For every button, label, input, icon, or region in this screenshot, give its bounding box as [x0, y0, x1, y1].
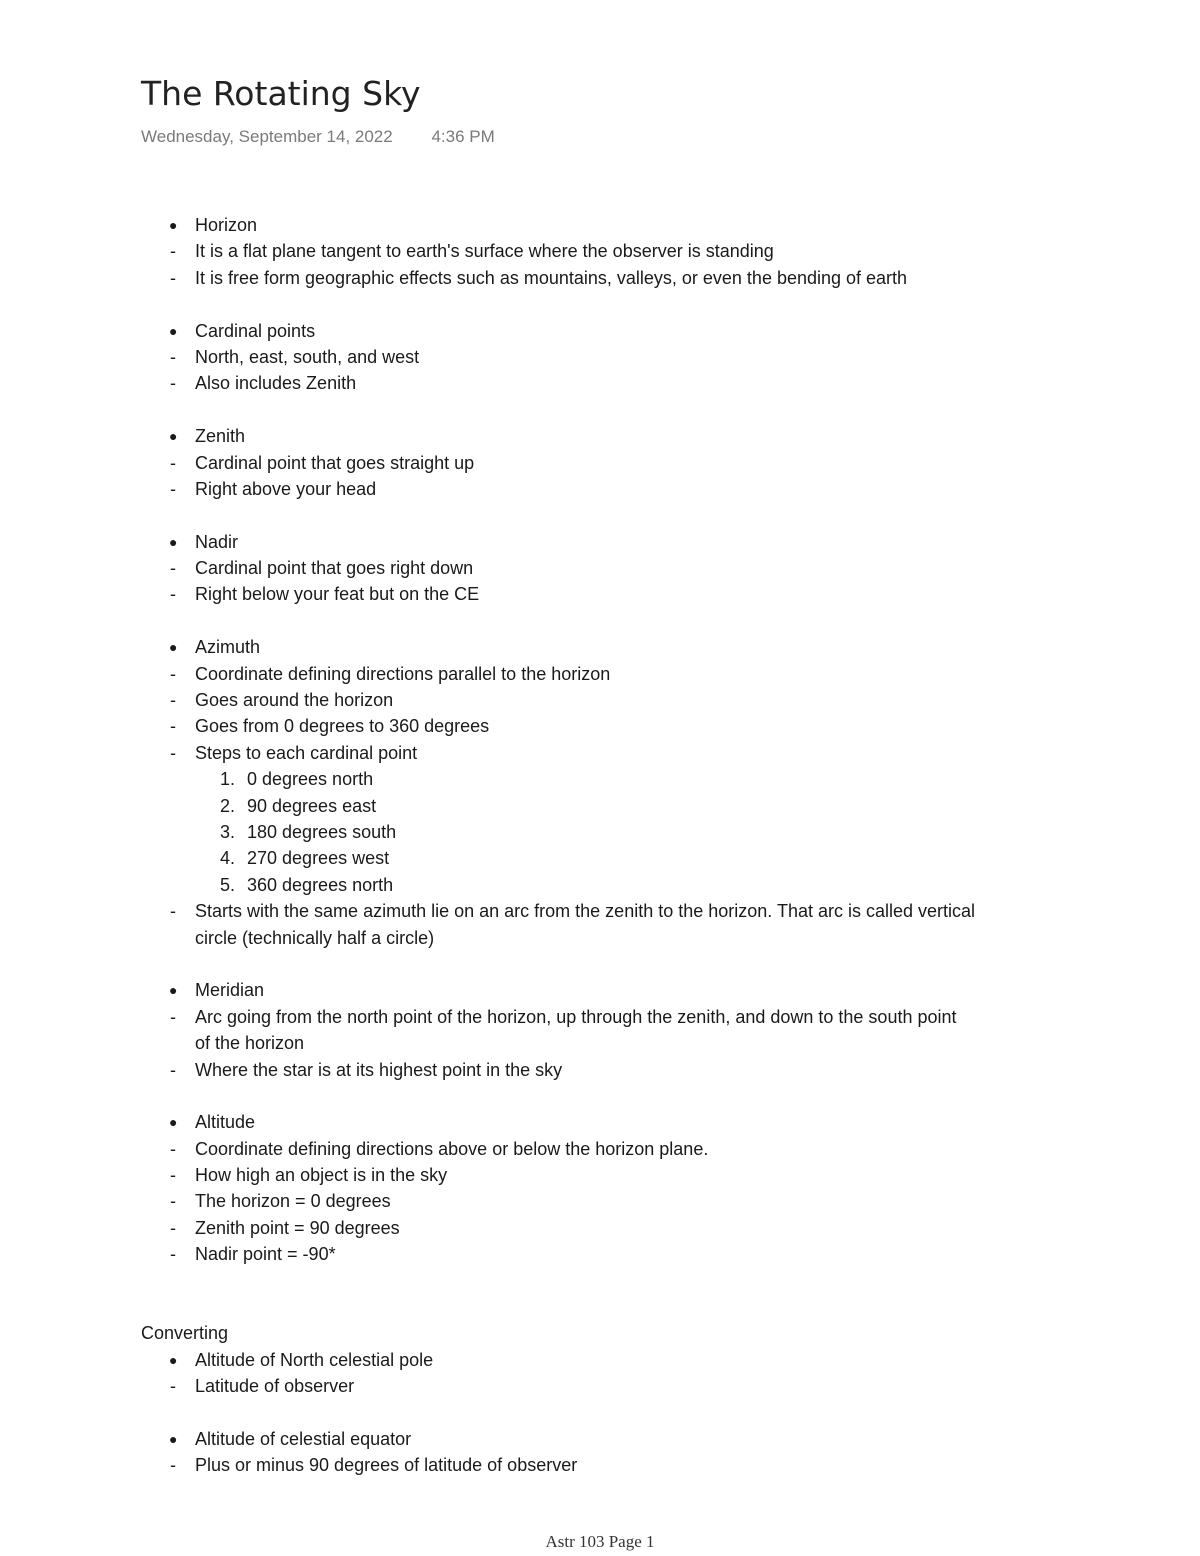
dash-icon: - [170, 1455, 176, 1476]
dash-item [0, 265, 1200, 291]
bullet-icon: ● [169, 1351, 178, 1368]
dash-item [0, 1241, 1200, 1267]
dash-text: Goes from 0 degrees to 360 degrees [195, 716, 490, 737]
dash-icon: - [170, 558, 176, 579]
bullet-icon: ● [169, 322, 178, 339]
bullet-heading: Cardinal points [195, 320, 316, 341]
dash-text: Also includes Zenith [195, 373, 357, 394]
dash-item [0, 476, 1200, 502]
dash-icon: - [170, 1376, 176, 1397]
dash-item [0, 450, 1200, 476]
dash-text: of the horizon [195, 1033, 305, 1054]
numbered-item [0, 872, 1200, 898]
dash-text: Right above your head [195, 478, 377, 499]
bullet-icon: ● [169, 533, 178, 550]
dash-text: It is free form geographic effects such as mountains, valleys, or even the bending of earth [195, 267, 908, 288]
step-number: 1. [219, 769, 235, 790]
bullet-item [0, 1109, 1200, 1135]
dash-text: North, east, south, and west [195, 346, 420, 367]
dash-text: Coordinate defining directions parallel to the horizon [195, 663, 611, 684]
converting-label: Converting [141, 1323, 229, 1344]
page-title: The Rotating Sky [141, 74, 421, 113]
dash-text: The horizon = 0 degrees [195, 1191, 391, 1212]
dash-item [0, 1162, 1200, 1188]
dash-icon: - [170, 1244, 176, 1265]
bullet-heading: Altitude [195, 1112, 256, 1133]
dash-text: Arc going from the north point of the horizon, up through the zenith, and down to the south point [195, 1006, 957, 1027]
bullet-icon: ● [169, 982, 178, 999]
dash-text: Plus or minus 90 degrees of latitude of observer [195, 1455, 578, 1476]
page-footer: Astr 103 Page 1 [545, 1532, 655, 1551]
dash-icon: - [170, 584, 176, 605]
dash-text: Right below your feat but on the CE [195, 584, 480, 605]
dash-item [0, 1452, 1200, 1478]
dash-text: Starts with the same azimuth lie on an arc from the zenith to the horizon. That arc is called vertical [195, 901, 976, 922]
dash-icon: - [170, 241, 176, 262]
bullet-item [0, 212, 1200, 238]
dash-icon: - [170, 452, 176, 473]
step-number: 4. [219, 848, 235, 869]
dash-icon: - [170, 716, 176, 737]
dash-text: How high an object is in the sky [195, 1165, 448, 1186]
bullet-item [0, 423, 1200, 449]
bullet-heading: Zenith [195, 426, 246, 447]
dash-item [0, 898, 1200, 924]
bullet-item [0, 977, 1200, 1003]
dash-item [0, 1373, 1200, 1399]
bullet-item [0, 1347, 1200, 1373]
step-text: 360 degrees north [247, 874, 394, 895]
note-meta [141, 127, 495, 147]
dash-text: Cardinal point that goes straight up [195, 452, 475, 473]
numbered-item [0, 793, 1200, 819]
bullet-item [0, 529, 1200, 555]
dash-icon: - [170, 1165, 176, 1186]
bullet-icon: ● [169, 1430, 178, 1447]
dash-icon: - [170, 1006, 176, 1027]
dash-text: Goes around the horizon [195, 690, 394, 711]
bullet-icon: ● [169, 217, 178, 233]
dash-icon: - [170, 742, 176, 763]
bullet-heading: Nadir [195, 531, 239, 552]
step-number: 3. [219, 821, 235, 842]
dash-text: Zenith point = 90 degrees [195, 1217, 400, 1238]
bullet-heading: Azimuth [195, 637, 261, 658]
dash-icon: - [170, 663, 176, 684]
dash-item [0, 555, 1200, 581]
dash-text: Steps to each cardinal point [195, 742, 418, 763]
dash-icon: - [170, 373, 176, 394]
step-text: 270 degrees west [247, 848, 390, 869]
numbered-item [0, 819, 1200, 845]
dash-text: Latitude of observer [195, 1376, 355, 1397]
dash-item [0, 344, 1200, 370]
step-text: 180 degrees south [247, 821, 397, 842]
dash-icon: - [170, 1191, 176, 1212]
note-time: 4:36 PM [431, 127, 495, 146]
bullet-heading: Altitude of North celestial pole [195, 1349, 434, 1370]
step-text: 90 degrees east [247, 795, 377, 816]
dash-item [0, 687, 1200, 713]
dash-item [0, 1188, 1200, 1214]
dash-item [0, 1215, 1200, 1241]
dash-icon: - [170, 1217, 176, 1238]
dash-icon: - [170, 478, 176, 499]
dash-item [0, 713, 1200, 739]
bullet-item [0, 1426, 1200, 1452]
dash-item [0, 1057, 1200, 1083]
dash-item [0, 581, 1200, 607]
dash-item-continuation [0, 925, 1200, 951]
section-label [0, 1320, 1200, 1346]
numbered-item [0, 845, 1200, 871]
dash-item [0, 1004, 1200, 1030]
dash-text: Nadir point = -90* [195, 1244, 336, 1265]
dash-text: Coordinate defining directions above or below the horizon plane. [195, 1138, 709, 1159]
bullet-heading: Altitude of celestial equator [195, 1428, 412, 1449]
dash-item [0, 370, 1200, 396]
dash-item [0, 661, 1200, 687]
bullet-icon: ● [169, 639, 178, 656]
step-number: 5. [219, 874, 235, 895]
dash-text: It is a flat plane tangent to earth's surface where the observer is standing [195, 241, 774, 262]
dash-icon: - [170, 690, 176, 711]
dash-item [0, 740, 1200, 766]
dash-text: circle (technically half a circle) [195, 927, 435, 948]
dash-icon: - [170, 346, 176, 367]
bullet-heading: Meridian [195, 980, 265, 1001]
dash-icon: - [170, 1059, 176, 1080]
step-text: 0 degrees north [247, 769, 374, 790]
numbered-item [0, 766, 1200, 792]
dash-item-continuation [0, 1030, 1200, 1056]
note-body [0, 212, 1200, 1479]
bullet-icon: ● [169, 1114, 178, 1131]
note-date: Wednesday, September 14, 2022 [141, 127, 393, 146]
bullet-item [0, 318, 1200, 344]
dash-item [0, 1136, 1200, 1162]
dash-text: Where the star is at its highest point in the sky [195, 1059, 563, 1080]
dash-icon: - [170, 901, 176, 922]
dash-icon: - [170, 267, 176, 288]
bullet-item [0, 634, 1200, 660]
dash-item [0, 238, 1200, 264]
dash-icon: - [170, 1138, 176, 1159]
bullet-icon: ● [169, 428, 178, 445]
bullet-heading: Horizon [195, 215, 258, 235]
dash-text: Cardinal point that goes right down [195, 558, 474, 579]
step-number: 2. [219, 795, 235, 816]
